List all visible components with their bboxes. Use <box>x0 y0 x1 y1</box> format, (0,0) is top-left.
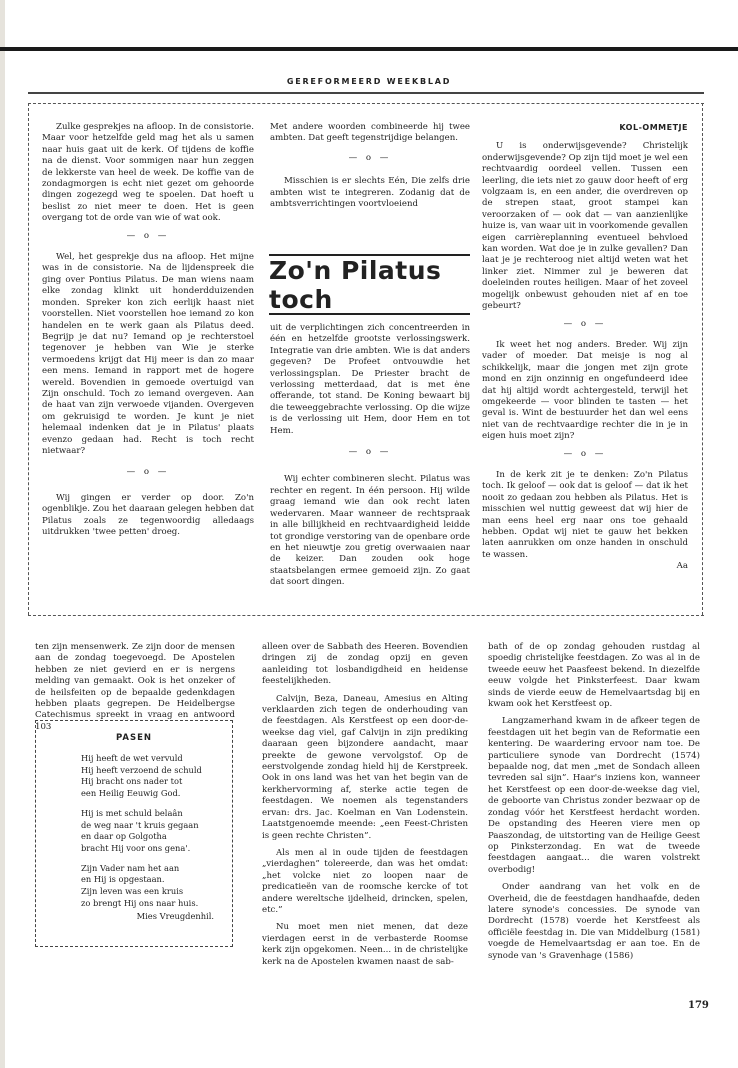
page-number: 179 <box>688 1000 709 1011</box>
section-separator: — o — <box>348 447 392 458</box>
paragraph: Misschien is er slechts Eén, Die zelfs drie ambten wist te integreren. Zodanig dat de ambtsverrichtingen voortvloeiend <box>270 176 470 210</box>
box-border-left <box>28 103 29 615</box>
poem-box <box>35 720 233 947</box>
box-column-3 <box>482 122 688 573</box>
poem-line: Hij heeft de wet vervuld <box>81 753 183 763</box>
section-separator: — o — <box>126 230 170 241</box>
paragraph: Als men al in oude tijden de feestdagen „vierdaghen” tolereerde, dan was het omdat: „het volcke niet zo loopen naar de predicatieën van de roomsche kercke of tot andere wereltsche ijdelheid, drincken, spelen, etc.” <box>262 847 468 915</box>
paragraph: ten zijn mensenwerk. Ze zijn door de mensen aan de zondag toegevoegd. De Apostelen hebben ze niet gevierd en er is nergens melding van gemaakt. Ook is het onzeker of de heilsfeiten op de bepaalde gedenkdagen hebben plaats gegrepen. De Heidelbergse Catechismus spreekt in vraag en antwoord 103 <box>35 642 235 732</box>
top-rule <box>0 47 738 51</box>
poem-line: een Heilig Eeuwig God. <box>81 788 181 799</box>
lower-column-3 <box>488 642 700 968</box>
column-heading: KOL-OMMETJE <box>619 123 688 132</box>
poem-title: PASEN <box>115 733 153 743</box>
paragraph: bath of de op zondag gehouden rustdag al spoedig christelijke feestdagen. Zo was al in de tweede eeuw het Paasfeest bekend. In diezelfde eeuw volgde het Pinksterfeest. Daar kwam sinds de vierde eeuw de Hemelvaartsdag bij en kwam ook het Kerstfeest op. <box>488 642 700 710</box>
poem-line: zo brengt Hij ons naar huis. <box>81 897 199 908</box>
box-column-2-continued <box>270 323 470 595</box>
box-border-bottom <box>28 615 704 616</box>
poem-author: Mies Vreugdenhil. <box>136 911 214 922</box>
paragraph: Wij gingen er verder op door. Zo'n ogenblikje. Zou het daaraan gelegen hebben dat Pilatus zoals ze tegenwoordig alledaags uitdrukken 'twee petten' droeg. <box>42 492 254 537</box>
header-rule <box>28 92 704 94</box>
poem-line: Hij bracht ons nader tot <box>81 776 183 787</box>
author-initials: Aa <box>676 561 688 572</box>
poem-stanza <box>81 863 232 910</box>
box-border-right <box>702 103 703 615</box>
poem-stanza <box>81 753 232 800</box>
paragraph: Onder aandrang van het volk en de Overheid, die de feestdagen handhaafde, deden latere synode's concessies. De synode van Dordrecht (1578) voerde het Kerstfeest als officiële feestdag in. Die van Middelburg (1581) voegde de Hemelvaartsdag er aan toe. En de synode van 's Gravenhage (1586) <box>488 882 700 961</box>
paragraph: In de kerk zit je te denken: Zo'n Pilatus toch. Ik geloof — ook dat is geloof — dat ik het nooit zo gedaan zou hebben als Pilatus. Het is misschien wel nuttig geweest dat wij hier de man eens heel erg naar ons toe gehaald hebben. Opdat wij niet te gauw het bekken laten aanrukken om onze handen in onschuld te wassen. <box>482 469 688 560</box>
paragraph: Ik weet het nog anders. Breder. Wij zijn vader of moeder. Dat meisje is nog al schikkelijk, maar die jongen met zijn grote mond en zijn onzinnig en ongefundeerd idee dat hij altijd wordt achtergesteld, terwijl het omgekeerde — voor blinden te tasten — het geval is. Wint de bestuurder het dan wel eens niet van de rechtvaardige rechter die in je in eigen huis moet zijn? <box>482 339 688 442</box>
box-column-1 <box>42 122 254 544</box>
article-title: Zo'n Pilatus toch <box>269 254 470 315</box>
poem-line: Zijn leven was een kruis <box>81 886 184 897</box>
box-column-2 <box>270 122 470 216</box>
page-header: GEREFORMEERD WEEKBLAD <box>286 77 452 86</box>
paragraph: Wel, het gesprekje dus na afloop. Het mijne was in de consistorie. Na de lijdenspreek die ging over Pontius Pilatus. De man wiens naam elke zondag klinkt uit honderdduizenden monden. Spreker kon zich eerlijk haast niet voorstellen. Niet voorstellen hoe iemand zo kon handelen en te werk gaan als Pilatus deed. Begrijp je dat nu? Iemand op je rechterstoel tegenover je hebben van Wie je sterke vermoedens krijgt dat Hij meer is dan zo maar een mens. Iemand in rapport met de hogere wereld. Bovendien in gemoede overtuigd van Zijn onschuld. Toch zo iemand overgeven. Aan de haat van zijn verwoede vijanden. Overgeven om gekruisigd te worden. Je kunt je niet helemaal indenken dat je in Pilatus' plaats evenzo gedaan had. Recht is toch recht nietwaar? <box>42 252 254 456</box>
section-separator: — o — <box>348 152 392 163</box>
paragraph: alleen over de Sabbath des Heeren. Bovendien dringen zij de zondag opzij en geven aanleiding tot losbandigdheid en heidense feestelijkheden. <box>262 642 468 687</box>
poem-line: en daar op Golgotha <box>81 831 167 842</box>
poem-line: Hij heeft verzoend de schuld <box>81 764 202 775</box>
paragraph: uit de verplichtingen zich concentreerden in één en hetzelfde grootste verlossingswerk. Integratie van drie ambten. Wie is dat anders gegeven? De Profeet ontvouwdie het verlossingsplan. De Priester bracht de verlossing metterdaad, dat is met ėne offerande, tot stand. De Koning bewaart bij die teweeggebrachte verlossing. Op die wijze is de verlossing uit Hem, door Hem en tot Hem. <box>270 323 470 436</box>
poem-line: en Hij is opgestaan. <box>81 874 165 885</box>
box-border-top <box>28 103 704 104</box>
lower-column-2 <box>262 642 468 974</box>
page-edge-shadow <box>0 0 5 1068</box>
paragraph: Calvijn, Beza, Daneau, Amesius en Alting verklaarden zich tegen de onderhouding van de feestdagen. Als Kerstfeest op een door-de-weekse dag viel, gaf Calvijn in zijn prediking daaraan geen bijzondere aandacht, maar preekte de gewone vervolgstof. Op de eerstvolgende zondag hield hij de Kerstpreek. Ook in ons land was het van het begin van de kerkhervorming af, sterke actie tegen de feestdagen. We noemen als tegenstanders ervan: drs. Jac. Koelman en Van Lodenstein. Laatstgenoemde meende: „een Feest-Christen is geen rechte Christen”. <box>262 693 468 841</box>
paragraph: Nu moet men niet menen, dat deze vierdagen eerst in de verbasterde Roomse kerk zijn opgekomen. Neen... in de christelijke kerk na de Apostelen kwamen naast de sab- <box>262 922 468 967</box>
paragraph: Zulke gesprekjes na afloop. In de consistorie. Maar voor hetzelfde geld mag het als u samen naar huis gaat uit de kerk. Of tijdens de koffie na de dienst. Voor sommigen naar hun zeggen de lekkerste van heel de week. De koffie van de zondagmorgen is echt niet gezet om gehoorde dingen zogezegd weg te spoelen. Dat hoeft u beslist zo niet meer te doen. Het is geen overgang tot de orde van wie of wat ook. <box>42 122 255 224</box>
paragraph: U is onderwijsgevende? Christelijk onderwijsgevende? Op zijn tijd moet je wel een rechtvaardig oordeel vellen. Tussen een leerling, die iets niet zo gauw door heeft of erg volgzaam is, en een ander, die overdreven op de strepen staat, groot stampei kan veroorzaken of — ook dat — van aanzienlijke huize is, van waar uit in voorkomende gevallen eigen carrièreplanning eventueel behvloed kan worden. Wat doe je in zulke gevallen? Dan laat je je rechteroog niet altijd weten wat het linker ziet. Nimmer zul je beweren dat doeleinden routes heiligen. Maar of het zoveel mogelijk onbewust gehouden niet af en toe gebeurt? <box>482 141 688 312</box>
paragraph: Langzamerhand kwam in de afkeer tegen de feestdagen uit het begin van de Reformatie een kentering. De waardering ervoor nam toe. De particuliere synode van Dordrecht (1574) bepaalde nog, dat men „met de Sondach alleen tevreden sal sijn”. Haar's inziens kon, wanneer het Kerstfeest op een door-de-weekse dag viel, de geboorte van Christus zonder bezwaar op de zondag vóór het Kerstfeest herdacht worden. De opstanding des Heeren viere men op Paaszondag, de uitstorting van de Heilige Geest op Pinksterzondag. En wat de tweede feestdagen aangaat... die waren volstrekt overbodig! <box>488 716 700 875</box>
section-separator: — o — <box>563 318 607 329</box>
poem-line: de weg naar 't kruis gegaan <box>81 819 199 830</box>
poem-stanza <box>81 808 232 855</box>
poem-line: Zijn Vader nam het aan <box>81 862 180 873</box>
paragraph: Met andere woorden combineerde hij twee ambten. Dat geeft tegenstrijdige belangen. <box>270 122 470 144</box>
paragraph: Wij echter combineren slecht. Pilatus was rechter en regent. In één persoon. Hij wilde graag iemand wie dan ook recht laten wedervaren. Maar wanneer de rechtspraak in alle billijkheid en rechtvaardigheid leidde tot grondige verstoring van de openbare orde en het nieuwtje zou gretig overwaaien naar de keizer. Dan zouden ook hoge staatsbelangen ermee gemoeid zijn. Zo gaat dat soort dingen. <box>270 474 470 588</box>
section-separator: — o — <box>563 448 607 459</box>
poem-line: Hij is met schuld belaân <box>81 807 183 818</box>
poem-line: bracht Hij voor ons gena'. <box>81 842 191 853</box>
section-separator: — o — <box>126 467 170 478</box>
